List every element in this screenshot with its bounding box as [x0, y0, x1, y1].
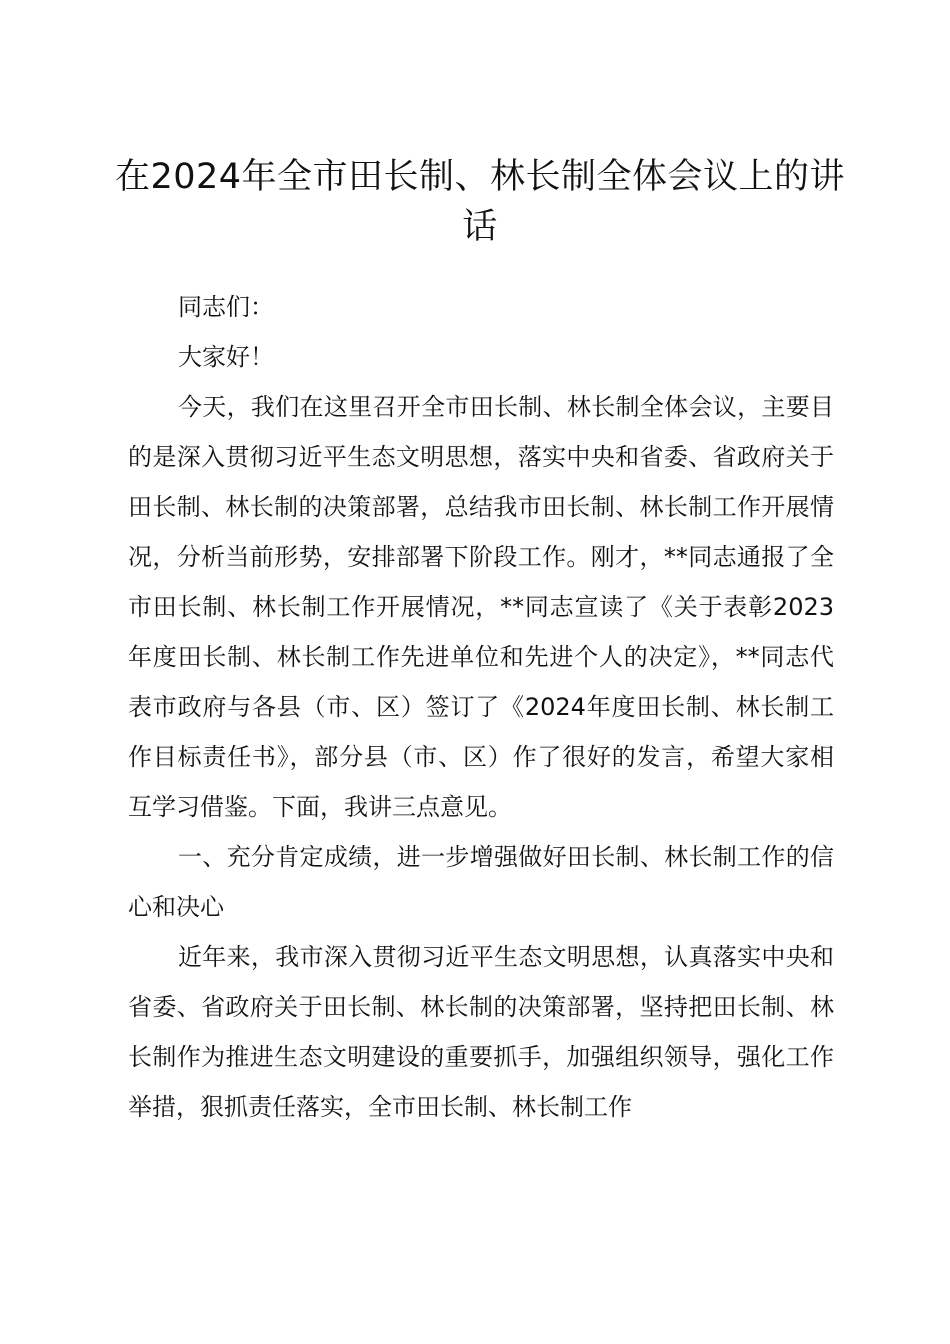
section-1-paragraph: 近年来，我市深入贯彻习近平生态文明思想，认真落实中央和省委、省政府关于田长制、林长制的决策部署，坚持把田长制、林长制作为推进生态文明建设的重要抓手，加强组织领导，强化工作举措，狠抓责任落实，全市田长制、林长制工作: [128, 943, 834, 1121]
greeting: 大家好！: [178, 343, 274, 371]
document-body: [128, 282, 834, 1132]
opening-paragraph: 今天，我们在这里召开全市田长制、林长制全体会议，主要目的是深入贯彻习近平生态文明思想，落实中央和省委、省政府关于田长制、林长制的决策部署，总结我市田长制、林长制工作开展情况，分析当前形势，安排部署下阶段工作。刚才，**同志通报了全市田长制、林长制工作开展情况，**同志宣读了《关于表彰2023年度田长制、林长制工作先进单位和先进个人的决定》，**同志代表市政府与各县（市、区）签订了《2024年度田长制、林长制工作目标责任书》，部分县（市、区）作了很好的发言，希望大家相互学习借鉴。下面，我讲三点意见。: [128, 393, 834, 821]
section-heading-1: 一、充分肯定成绩，进一步增强做好田长制、林长制工作的信心和决心: [128, 843, 834, 921]
salutation: 同志们：: [178, 293, 274, 321]
document-title: 在2024年全市田长制、林长制全体会议上的讲话: [114, 157, 846, 247]
